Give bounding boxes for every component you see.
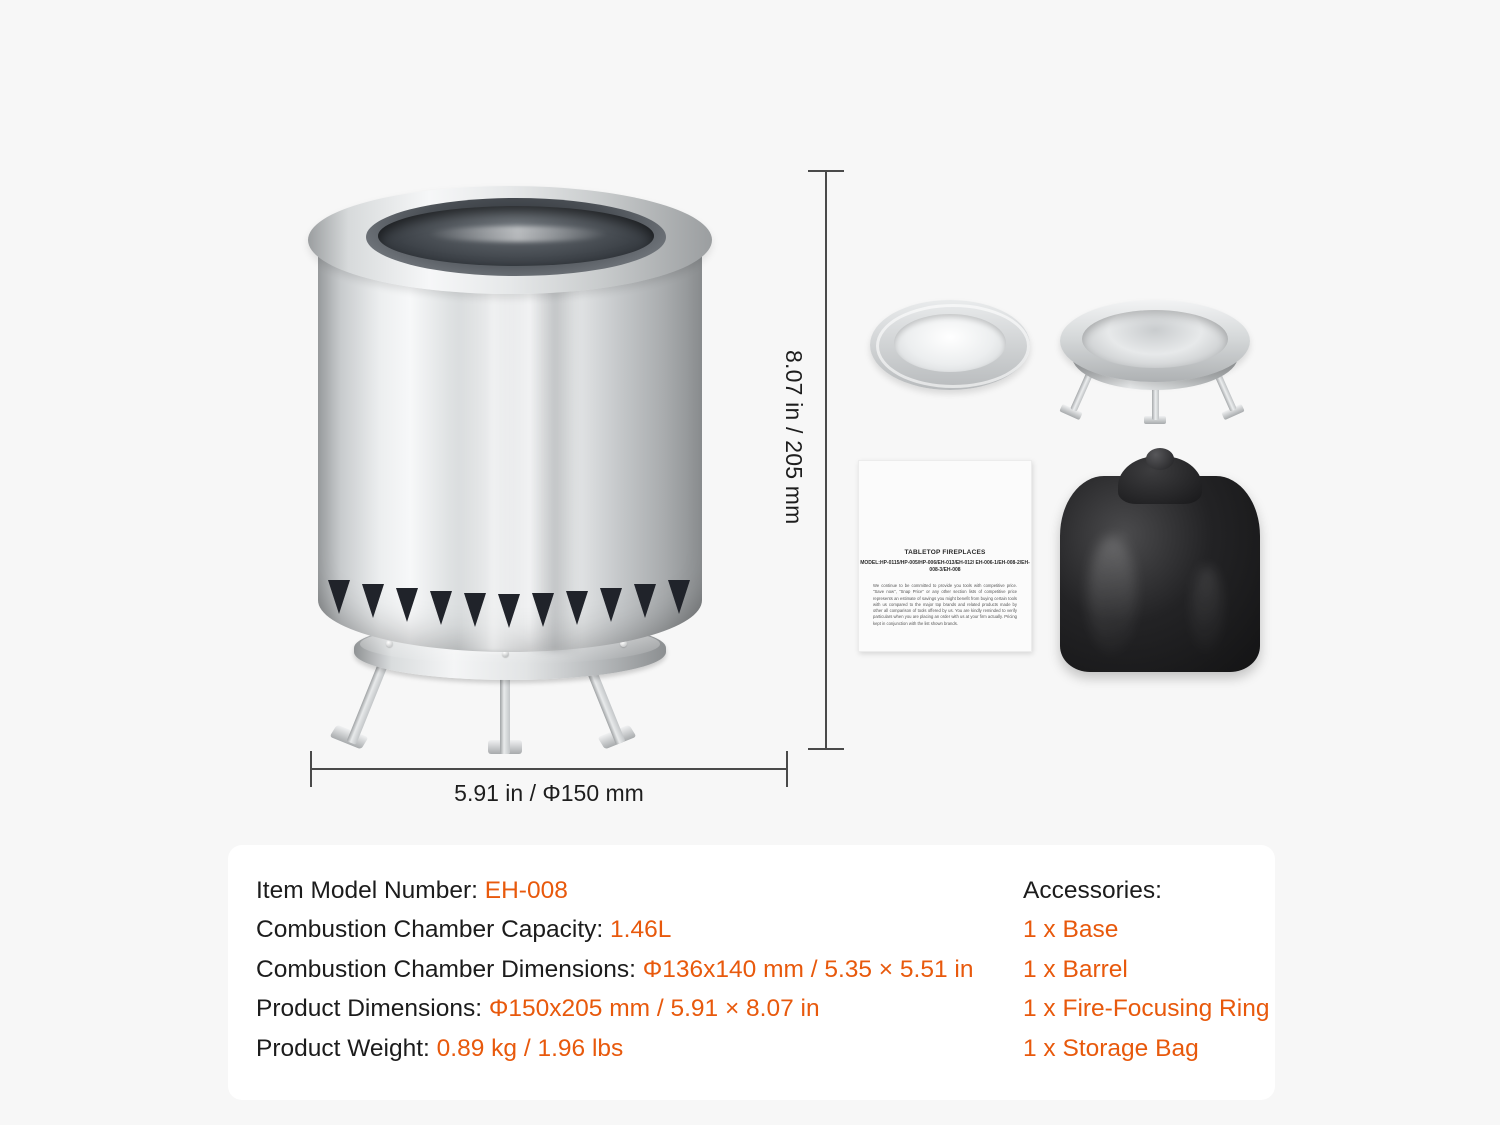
spec-value: Φ150x205 mm / 5.91 × 8.07 in	[488, 995, 820, 1023]
accessory-item-base: 1 x Base	[1023, 916, 1119, 944]
spec-label: Product Dimensions:	[256, 995, 489, 1023]
spec-row-capacity	[256, 910, 976, 949]
spec-row-product-dimensions	[256, 989, 976, 1028]
hero-illustration	[180, 20, 1330, 820]
vent-triangle-icon	[464, 593, 486, 627]
manual-body-text: We continue to be committed to provide you tools with competitive price. "Save now", "Snap Price" or any other section lists of competitive price represents an estimate of savings you might benefit from buying certain tools with us compared to the major top brands and related products made by other all comparison of tools offered by us. You are kindly reminded to verify particulars when you are placing an order with us at your firm actually. Pricing kept in conjunction with the list shown brands.	[873, 583, 1017, 626]
specification-panel	[228, 845, 1275, 1100]
specification-list	[256, 871, 976, 1068]
spec-value: 1.46L	[610, 916, 672, 944]
vent-triangle-icon	[600, 588, 622, 622]
bag-highlight-secondary	[1192, 566, 1222, 656]
spec-label: Combustion Chamber Dimensions:	[256, 955, 643, 983]
firepit-vent-band	[318, 550, 702, 658]
height-dimension-label: 8.07 in / 205 mm	[781, 350, 807, 525]
spec-label: Product Weight:	[256, 1034, 437, 1062]
vent-triangle-icon	[668, 580, 690, 614]
manual-models: MODEL:HP-0115/HP-005/HP-006/EH-013/EH-012/ EH-006-1/EH-008-2/EH-008-3/EH-008	[860, 560, 1030, 573]
vent-triangle-icon	[532, 593, 554, 627]
bag-drawstring-knot	[1146, 448, 1174, 470]
vent-triangle-icon	[430, 591, 452, 625]
manual-illustration	[858, 460, 1032, 652]
bag-highlight	[1088, 536, 1136, 656]
vent-triangle-icon	[498, 594, 520, 628]
accessories-list	[1023, 871, 1273, 1068]
vent-triangle-icon	[362, 584, 384, 618]
base-bowl	[1082, 310, 1228, 368]
spec-value: 0.89 kg / 1.96 lbs	[436, 1034, 624, 1062]
base-leg	[1070, 372, 1093, 411]
vent-triangle-icon	[396, 588, 418, 622]
rim-highlight	[428, 226, 608, 242]
spec-value: Φ136x140 mm / 5.35 × 5.51 in	[642, 955, 974, 983]
firepit-leg	[500, 670, 510, 754]
accessory-item-storage-bag: 1 x Storage Bag	[1023, 1034, 1199, 1062]
ring-inner	[894, 314, 1006, 372]
dimension-cap	[808, 170, 844, 172]
base-illustration	[1060, 300, 1250, 440]
spec-row-chamber-dimensions	[256, 950, 976, 989]
vent-triangle-icon	[566, 591, 588, 625]
firepit-leg	[347, 663, 388, 745]
storage-bag-illustration	[1060, 448, 1260, 673]
height-dimension-line	[825, 170, 827, 750]
vent-triangle-icon	[328, 580, 350, 614]
bag-body	[1060, 476, 1260, 672]
vent-triangle-icon	[634, 584, 656, 618]
firepit-top-rim	[308, 186, 712, 294]
spec-label: Item Model Number:	[256, 877, 485, 904]
firepit-main-illustration	[300, 150, 720, 770]
spec-label: Combustion Chamber Capacity:	[256, 916, 611, 944]
width-dimension-line	[310, 768, 788, 770]
accessory-item-barrel: 1 x Barrel	[1023, 955, 1128, 983]
fire-focusing-ring-illustration	[870, 300, 1030, 398]
spec-row-model	[256, 871, 976, 910]
accessory-item-fire-focusing-ring: 1 x Fire-Focusing Ring	[1023, 995, 1270, 1023]
manual-title: TABLETOP FIREPLACES	[904, 549, 986, 556]
width-dimension-label: 5.91 in / Φ150 mm	[454, 780, 644, 806]
dimension-cap	[808, 748, 844, 750]
spec-row-weight	[256, 1029, 976, 1068]
accessories-heading: Accessories:	[1023, 877, 1162, 904]
spec-value: EH-008	[484, 877, 568, 904]
